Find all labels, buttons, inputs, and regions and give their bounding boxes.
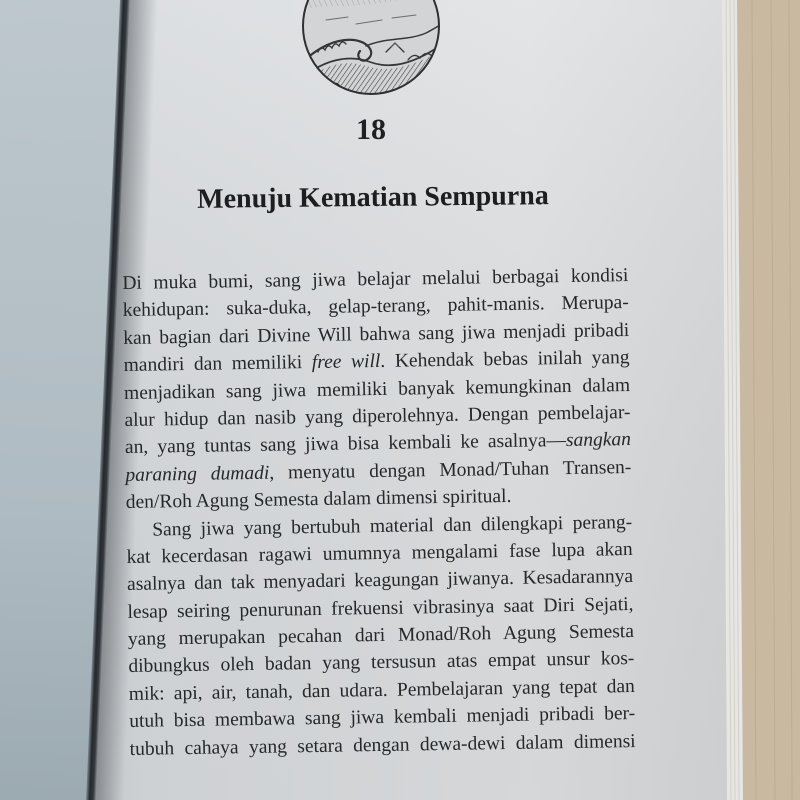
line-text: alur hidup dan nasib yang diperolehnya. Dengan pembelajar- — [124, 401, 631, 431]
paragraph-1 — [122, 262, 632, 516]
chapter-title: Menuju Kematian Sempurna — [197, 180, 549, 215]
chapter-number: 18 — [356, 113, 386, 146]
line-text: lesap seiring penurunan frekuensi vibrasinya saat Diri Sejati, — [127, 593, 634, 623]
line-text: mandiri dan memiliki — [123, 352, 313, 377]
line-text: kat kecerdasan ragawi umumnya mengalami fase lupa akan — [126, 538, 633, 568]
line-text: mik: api, air, tanah, dan udara. Pembelajaran yang tepat dan — [128, 675, 635, 705]
line-text: dibungkus oleh badan yang tersusun atas empat unsur kos- — [128, 648, 635, 678]
line-text: kan bagian dari Divine Will bahwa sang jiwa menjadi pribadi — [123, 319, 630, 349]
wave-illustration — [296, 0, 446, 100]
italic-text: free will — [311, 351, 381, 374]
line-text: , menyatu dengan Monad/Tuhan Transen- — [269, 456, 632, 484]
italic-text: paraning dumadi — [125, 462, 270, 486]
italic-text: sangkan — [565, 429, 632, 452]
paragraph-2 — [126, 509, 636, 763]
line-text: Di muka bumi, sang jiwa belajar melalui berbagai kondisi — [122, 265, 629, 295]
line-text: . Kehendak bebas inilah yang — [380, 347, 630, 373]
line-text: utuh bisa membawa sang jiwa kembali menjadi pribadi ber- — [129, 703, 636, 733]
line-text: den/Roh Agung Semesta dalam dimensi spiritual. — [125, 486, 512, 514]
line-text: Sang jiwa yang bertubuh material dan dilengkapi perang- — [152, 511, 633, 541]
line-text: menjadikan sang jiwa memiliki banyak kemungkinan dalam — [123, 374, 631, 404]
chapter-body — [122, 262, 636, 763]
line-text: an, yang tuntas sang jiwa bisa kembali ke asalnya— — [124, 430, 567, 459]
line-text: kehidupan: suka-duka, gelap-terang, pahit-manis. Merupa- — [122, 292, 629, 322]
line-text: tubuh cahaya yang setara dengan dewa-dewi dalam dimensi — [129, 730, 636, 760]
line-text: asalnya dan tak menyadari keagungan jiwanya. Kesadarannya — [126, 566, 634, 596]
line-text: yang merupakan pecahan dari Monad/Roh Agung Semesta — [127, 621, 635, 651]
